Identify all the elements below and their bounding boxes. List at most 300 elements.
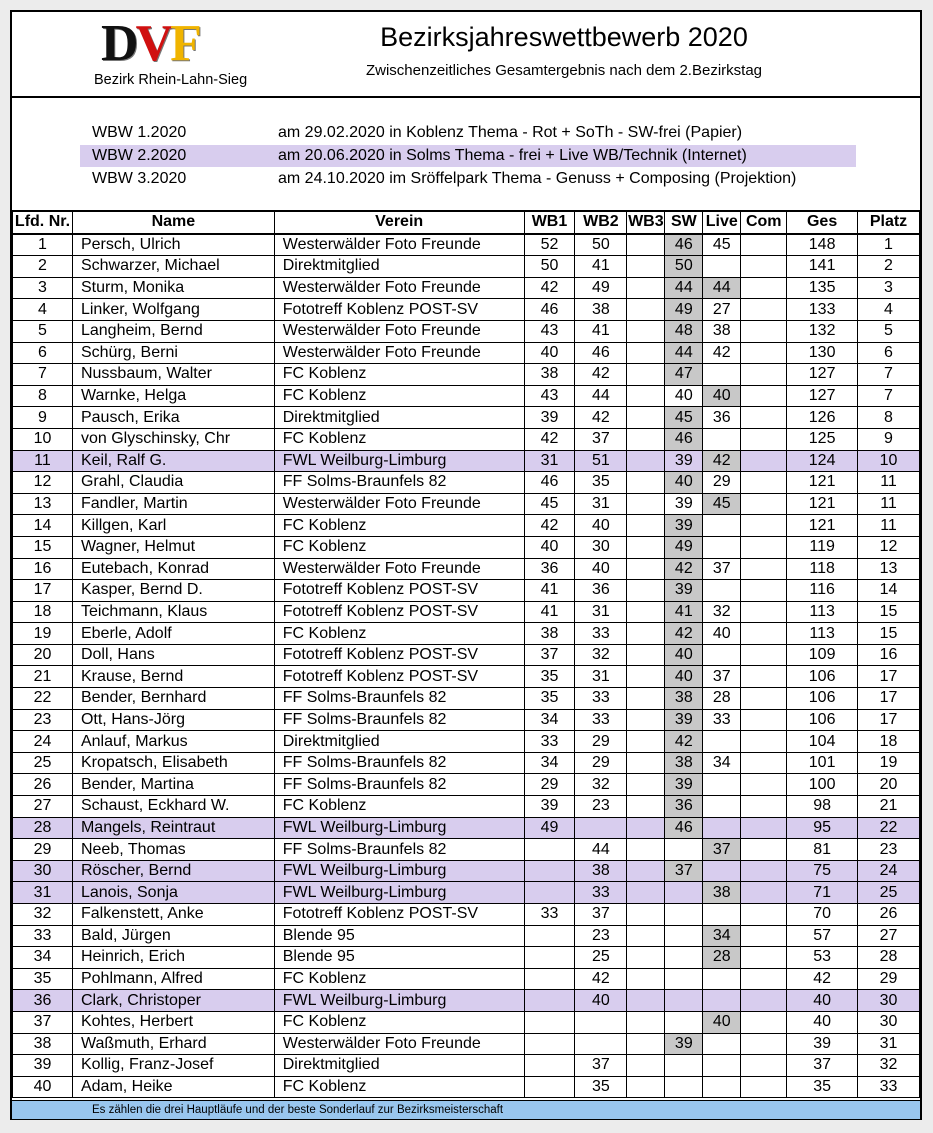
table-row	[13, 256, 920, 278]
total-score: 109	[787, 644, 858, 666]
total-score: 40	[787, 990, 858, 1012]
table-body	[13, 234, 920, 1098]
sw-score: 40	[665, 666, 703, 688]
wb2-score: 29	[575, 731, 627, 753]
live-score: 38	[703, 320, 741, 342]
wb2-score: 23	[575, 796, 627, 818]
rank-number: 16	[13, 558, 73, 580]
results-table	[12, 210, 920, 1098]
placement: 6	[858, 342, 920, 364]
column-header: SW	[665, 211, 703, 234]
wb1-score: 52	[524, 234, 575, 256]
wb1-score	[524, 1076, 575, 1098]
club-name: Westerwälder Foto Freunde	[274, 342, 524, 364]
table-row	[13, 580, 920, 602]
com-score	[741, 796, 787, 818]
participant-name: Keil, Ralf G.	[72, 450, 274, 472]
rank-number: 4	[13, 299, 73, 321]
schedule-row	[80, 168, 856, 190]
live-score: 45	[703, 234, 741, 256]
wb3-score	[627, 450, 665, 472]
wb2-score: 31	[575, 493, 627, 515]
placement: 24	[858, 860, 920, 882]
participant-name: Röscher, Bernd	[72, 860, 274, 882]
com-score	[741, 407, 787, 429]
wb2-score	[575, 1033, 627, 1055]
com-score	[741, 882, 787, 904]
placement: 12	[858, 536, 920, 558]
com-score	[741, 774, 787, 796]
sw-score: 41	[665, 601, 703, 623]
live-score	[703, 990, 741, 1012]
placement: 19	[858, 752, 920, 774]
sw-score: 46	[665, 817, 703, 839]
club-name: Direktmitglied	[274, 256, 524, 278]
wb1-score: 35	[524, 688, 575, 710]
sw-score: 39	[665, 709, 703, 731]
total-score: 37	[787, 1055, 858, 1077]
table-row	[13, 666, 920, 688]
com-score	[741, 688, 787, 710]
table-header-row	[13, 211, 920, 234]
club-name: Fototreff Koblenz POST-SV	[274, 580, 524, 602]
placement: 5	[858, 320, 920, 342]
wb2-score: 37	[575, 428, 627, 450]
table-row	[13, 774, 920, 796]
club-name: Direktmitglied	[274, 731, 524, 753]
table-row	[13, 299, 920, 321]
rank-number: 21	[13, 666, 73, 688]
participant-name: Ott, Hans-Jörg	[72, 709, 274, 731]
total-score: 141	[787, 256, 858, 278]
wb1-score	[524, 1055, 575, 1077]
logo-letter-v: V	[135, 15, 171, 72]
wb1-score	[524, 860, 575, 882]
placement: 1	[858, 234, 920, 256]
rank-number: 12	[13, 472, 73, 494]
club-name: Westerwälder Foto Freunde	[274, 277, 524, 299]
com-score	[741, 925, 787, 947]
rank-number: 2	[13, 256, 73, 278]
total-score: 75	[787, 860, 858, 882]
wb2-score: 40	[575, 515, 627, 537]
sw-score: 39	[665, 1033, 703, 1055]
participant-name: Killgen, Karl	[72, 515, 274, 537]
table-row	[13, 644, 920, 666]
com-score	[741, 320, 787, 342]
placement: 8	[858, 407, 920, 429]
club-name: Fototreff Koblenz POST-SV	[274, 601, 524, 623]
club-name: FC Koblenz	[274, 1076, 524, 1098]
wb3-score	[627, 256, 665, 278]
wb3-score	[627, 882, 665, 904]
live-score: 34	[703, 752, 741, 774]
com-score	[741, 1076, 787, 1098]
club-name: FC Koblenz	[274, 623, 524, 645]
table-row	[13, 990, 920, 1012]
club-name: Fototreff Koblenz POST-SV	[274, 904, 524, 926]
club-name: Westerwälder Foto Freunde	[274, 1033, 524, 1055]
table-row	[13, 428, 920, 450]
live-score: 34	[703, 925, 741, 947]
rank-number: 3	[13, 277, 73, 299]
sw-score: 38	[665, 688, 703, 710]
table-row	[13, 968, 920, 990]
table-row	[13, 796, 920, 818]
com-score	[741, 385, 787, 407]
sw-score	[665, 1076, 703, 1098]
club-name: FWL Weilburg-Limburg	[274, 860, 524, 882]
total-score: 118	[787, 558, 858, 580]
live-score: 28	[703, 947, 741, 969]
sw-score	[665, 904, 703, 926]
club-name: FC Koblenz	[274, 1011, 524, 1033]
rank-number: 8	[13, 385, 73, 407]
rank-number: 20	[13, 644, 73, 666]
wb2-score: 25	[575, 947, 627, 969]
participant-name: Neeb, Thomas	[72, 839, 274, 861]
rank-number: 18	[13, 601, 73, 623]
sw-score: 50	[665, 256, 703, 278]
wb1-score	[524, 839, 575, 861]
com-score	[741, 904, 787, 926]
sw-score: 46	[665, 234, 703, 256]
total-score: 148	[787, 234, 858, 256]
page-title: Bezirksjahreswettbewerb 2020	[380, 22, 748, 52]
live-score: 28	[703, 688, 741, 710]
wb3-score	[627, 493, 665, 515]
table-row	[13, 947, 920, 969]
wb2-score: 40	[575, 558, 627, 580]
com-score	[741, 752, 787, 774]
total-score: 124	[787, 450, 858, 472]
total-score: 70	[787, 904, 858, 926]
rank-number: 26	[13, 774, 73, 796]
rank-number: 13	[13, 493, 73, 515]
total-score: 104	[787, 731, 858, 753]
table-row	[13, 1055, 920, 1077]
total-score: 71	[787, 882, 858, 904]
participant-name: Nussbaum, Walter	[72, 364, 274, 386]
total-score: 113	[787, 623, 858, 645]
wb2-score: 44	[575, 839, 627, 861]
live-score: 45	[703, 493, 741, 515]
live-score	[703, 428, 741, 450]
rank-number: 5	[13, 320, 73, 342]
live-score	[703, 860, 741, 882]
com-score	[741, 1011, 787, 1033]
rank-number: 1	[13, 234, 73, 256]
table-row	[13, 817, 920, 839]
rank-number: 24	[13, 731, 73, 753]
live-score	[703, 536, 741, 558]
schedule-row	[80, 145, 856, 167]
placement: 15	[858, 623, 920, 645]
rank-number: 30	[13, 860, 73, 882]
logo-letter-d: D	[101, 15, 136, 72]
com-score	[741, 990, 787, 1012]
placement: 11	[858, 493, 920, 515]
wb3-score	[627, 796, 665, 818]
participant-name: Wagner, Helmut	[72, 536, 274, 558]
wb1-score: 46	[524, 299, 575, 321]
header	[12, 12, 920, 96]
com-score	[741, 536, 787, 558]
wb2-score: 50	[575, 234, 627, 256]
schedule-row	[80, 122, 856, 144]
rank-number: 9	[13, 407, 73, 429]
com-score	[741, 968, 787, 990]
wb3-score	[627, 299, 665, 321]
wb3-score	[627, 234, 665, 256]
club-name: Blende 95	[274, 947, 524, 969]
com-score	[741, 342, 787, 364]
sw-score	[665, 1055, 703, 1077]
column-header: Platz	[858, 211, 920, 234]
live-score: 33	[703, 709, 741, 731]
club-name: Westerwälder Foto Freunde	[274, 234, 524, 256]
live-score: 38	[703, 882, 741, 904]
rank-number: 31	[13, 882, 73, 904]
rank-number: 17	[13, 580, 73, 602]
participant-name: Mangels, Reintraut	[72, 817, 274, 839]
wb1-score: 36	[524, 558, 575, 580]
live-score: 42	[703, 342, 741, 364]
sw-score	[665, 882, 703, 904]
participant-name: Kohtes, Herbert	[72, 1011, 274, 1033]
club-name: FC Koblenz	[274, 385, 524, 407]
wb3-score	[627, 817, 665, 839]
club-name: FF Solms-Braunfels 82	[274, 752, 524, 774]
table-row	[13, 450, 920, 472]
column-header: Com	[741, 211, 787, 234]
wb2-score: 49	[575, 277, 627, 299]
wb2-score: 44	[575, 385, 627, 407]
wb2-score: 32	[575, 774, 627, 796]
wb3-score	[627, 601, 665, 623]
com-score	[741, 644, 787, 666]
table-row	[13, 364, 920, 386]
wb3-score	[627, 1011, 665, 1033]
wb2-score: 33	[575, 709, 627, 731]
wb1-score: 29	[524, 774, 575, 796]
rank-number: 7	[13, 364, 73, 386]
club-name: Fototreff Koblenz POST-SV	[274, 666, 524, 688]
club-name: FC Koblenz	[274, 515, 524, 537]
club-name: FWL Weilburg-Limburg	[274, 450, 524, 472]
rank-number: 40	[13, 1076, 73, 1098]
table-row	[13, 515, 920, 537]
com-score	[741, 1033, 787, 1055]
participant-name: Waßmuth, Erhard	[72, 1033, 274, 1055]
wb1-score	[524, 947, 575, 969]
wb1-score: 46	[524, 472, 575, 494]
sw-score: 48	[665, 320, 703, 342]
com-score	[741, 234, 787, 256]
table-row	[13, 882, 920, 904]
wb3-score	[627, 385, 665, 407]
participant-name: Kropatsch, Elisabeth	[72, 752, 274, 774]
total-score: 57	[787, 925, 858, 947]
wb3-score	[627, 623, 665, 645]
club-name: FF Solms-Braunfels 82	[274, 472, 524, 494]
rank-number: 25	[13, 752, 73, 774]
wb2-score: 23	[575, 925, 627, 947]
participant-name: Bender, Martina	[72, 774, 274, 796]
table-row	[13, 320, 920, 342]
participant-name: Doll, Hans	[72, 644, 274, 666]
wb1-score	[524, 925, 575, 947]
participant-name: Kollig, Franz-Josef	[72, 1055, 274, 1077]
club-name: FC Koblenz	[274, 796, 524, 818]
sw-score: 44	[665, 342, 703, 364]
table-row	[13, 688, 920, 710]
wb3-score	[627, 666, 665, 688]
live-score: 40	[703, 1011, 741, 1033]
wb3-score	[627, 752, 665, 774]
rank-number: 15	[13, 536, 73, 558]
live-score	[703, 644, 741, 666]
total-score: 135	[787, 277, 858, 299]
placement: 21	[858, 796, 920, 818]
participant-name: Heinrich, Erich	[72, 947, 274, 969]
table-row	[13, 277, 920, 299]
wb3-score	[627, 1033, 665, 1055]
wb2-score: 41	[575, 256, 627, 278]
club-name: Direktmitglied	[274, 407, 524, 429]
wb2-score: 31	[575, 601, 627, 623]
club-name: Westerwälder Foto Freunde	[274, 320, 524, 342]
placement: 3	[858, 277, 920, 299]
sw-score	[665, 1011, 703, 1033]
wb3-score	[627, 536, 665, 558]
placement: 15	[858, 601, 920, 623]
com-score	[741, 947, 787, 969]
wb2-score: 38	[575, 299, 627, 321]
placement: 29	[858, 968, 920, 990]
club-name: Fototreff Koblenz POST-SV	[274, 299, 524, 321]
placement: 2	[858, 256, 920, 278]
wb2-score: 33	[575, 882, 627, 904]
header-divider	[12, 96, 920, 98]
com-score	[741, 472, 787, 494]
live-score: 40	[703, 623, 741, 645]
wb1-score: 42	[524, 428, 575, 450]
com-score	[741, 428, 787, 450]
wb1-score: 43	[524, 385, 575, 407]
placement: 11	[858, 472, 920, 494]
live-score	[703, 817, 741, 839]
sw-score: 45	[665, 407, 703, 429]
sw-score: 39	[665, 774, 703, 796]
club-name: FF Solms-Braunfels 82	[274, 709, 524, 731]
live-score: 36	[703, 407, 741, 429]
wb2-score: 42	[575, 407, 627, 429]
total-score: 53	[787, 947, 858, 969]
wb3-score	[627, 688, 665, 710]
sw-score	[665, 990, 703, 1012]
wb2-score	[575, 1011, 627, 1033]
table-row	[13, 839, 920, 861]
participant-name: Pohlmann, Alfred	[72, 968, 274, 990]
sw-score	[665, 968, 703, 990]
wb3-score	[627, 709, 665, 731]
wb2-score: 35	[575, 1076, 627, 1098]
district-label: Bezirk Rhein-Lahn-Sieg	[94, 72, 248, 88]
column-header: WB1	[524, 211, 575, 234]
wb2-score: 40	[575, 990, 627, 1012]
placement: 22	[858, 817, 920, 839]
total-score: 121	[787, 515, 858, 537]
rank-number: 38	[13, 1033, 73, 1055]
total-score: 95	[787, 817, 858, 839]
total-score: 121	[787, 493, 858, 515]
live-score: 27	[703, 299, 741, 321]
wb1-score: 49	[524, 817, 575, 839]
column-header: Name	[72, 211, 274, 234]
live-score	[703, 364, 741, 386]
com-score	[741, 256, 787, 278]
table-row	[13, 601, 920, 623]
placement: 23	[858, 839, 920, 861]
participant-name: Pausch, Erika	[72, 407, 274, 429]
wb1-score	[524, 882, 575, 904]
wb1-score: 34	[524, 752, 575, 774]
column-header: WB3	[627, 211, 665, 234]
sw-score: 38	[665, 752, 703, 774]
club-name: Westerwälder Foto Freunde	[274, 493, 524, 515]
participant-name: Bald, Jürgen	[72, 925, 274, 947]
sw-score: 44	[665, 277, 703, 299]
table-row	[13, 904, 920, 926]
total-score: 126	[787, 407, 858, 429]
sw-score: 39	[665, 493, 703, 515]
com-score	[741, 277, 787, 299]
participant-name: Eberle, Adolf	[72, 623, 274, 645]
participant-name: Falkenstett, Anke	[72, 904, 274, 926]
com-score	[741, 450, 787, 472]
sw-score: 49	[665, 536, 703, 558]
placement: 28	[858, 947, 920, 969]
footer-note: Es zählen die drei Hauptläufe und der beste Sonderlauf zur Bezirksmeisterschaft	[92, 1104, 504, 1116]
total-score: 113	[787, 601, 858, 623]
wb1-score: 39	[524, 796, 575, 818]
wb1-score: 41	[524, 601, 575, 623]
table-row	[13, 1076, 920, 1098]
com-score	[741, 709, 787, 731]
placement: 11	[858, 515, 920, 537]
total-score: 133	[787, 299, 858, 321]
placement: 13	[858, 558, 920, 580]
wb2-score: 35	[575, 472, 627, 494]
club-name: Direktmitglied	[274, 1055, 524, 1077]
club-name: FC Koblenz	[274, 968, 524, 990]
rank-number: 22	[13, 688, 73, 710]
rank-number: 23	[13, 709, 73, 731]
com-score	[741, 623, 787, 645]
rank-number: 37	[13, 1011, 73, 1033]
table-row	[13, 1033, 920, 1055]
dvf-logo	[101, 16, 199, 72]
participant-name: Lanois, Sonja	[72, 882, 274, 904]
placement: 30	[858, 1011, 920, 1033]
wb3-score	[627, 364, 665, 386]
total-score: 116	[787, 580, 858, 602]
rank-number: 36	[13, 990, 73, 1012]
table-row	[13, 709, 920, 731]
table-row	[13, 558, 920, 580]
total-score: 39	[787, 1033, 858, 1055]
